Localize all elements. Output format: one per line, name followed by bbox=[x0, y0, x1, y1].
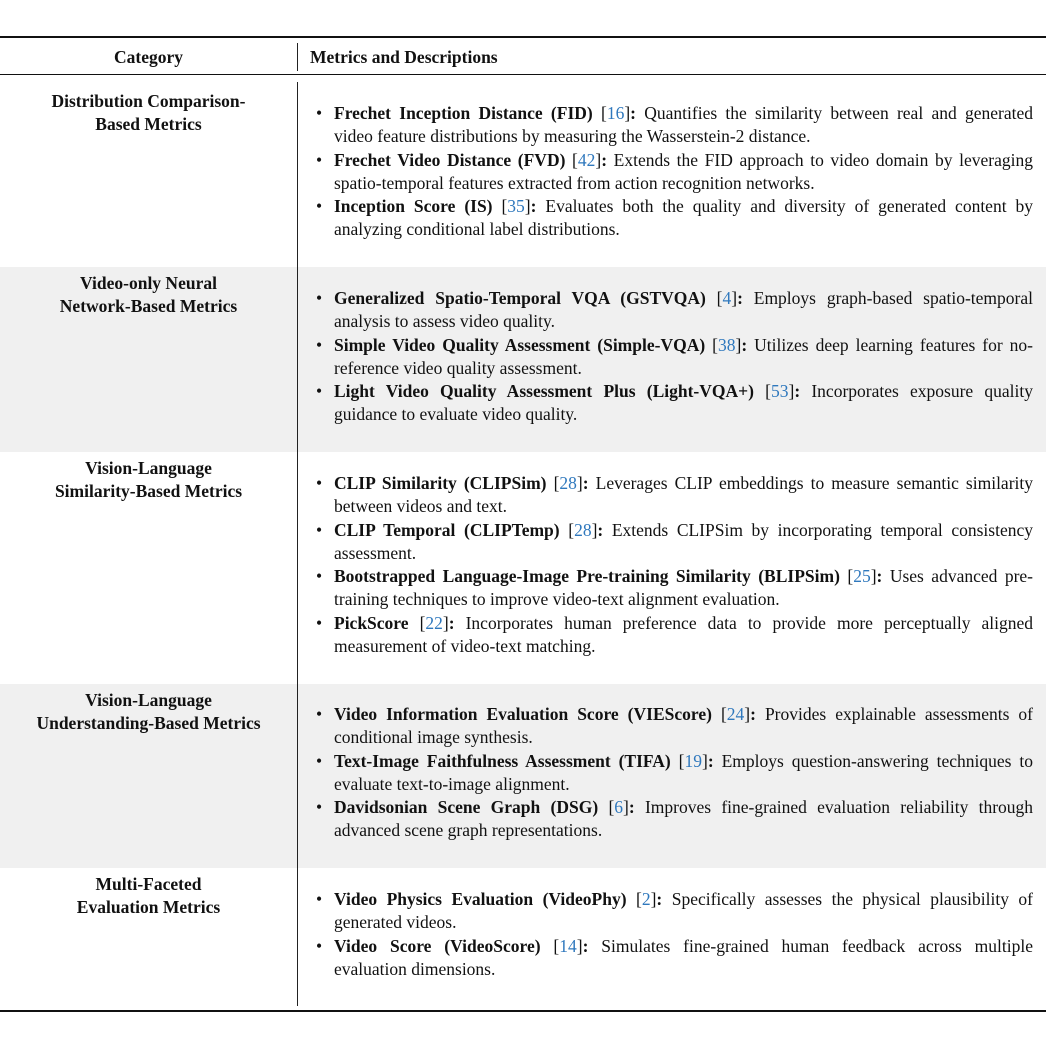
metrics-list bbox=[316, 287, 1033, 427]
metric-item: • Generalized Spatio-Temporal VQA (GSTVQA) [4]: Employs graph-based spatio-temporal analysis to assess video quality. bbox=[316, 287, 1033, 334]
metric-item: • Light Video Quality Assessment Plus (Light-VQA+) [53]: Incorporates exposure quality guidance to evaluate video quality. bbox=[316, 380, 1033, 427]
citation-link[interactable]: 2 bbox=[641, 889, 651, 909]
citation-link[interactable]: 16 bbox=[606, 103, 625, 123]
citation-link[interactable]: 35 bbox=[507, 196, 525, 217]
citation-link[interactable]: 42 bbox=[577, 149, 596, 170]
citation-link[interactable]: 4 bbox=[722, 288, 732, 308]
citation-link[interactable]: 28 bbox=[559, 473, 577, 493]
metric-item: • Bootstrapped Language-Image Pre-training Similarity (BLIPSim) [25]: Uses advanced pre-training techniques to improve video-text alignment evaluation. bbox=[316, 565, 1033, 612]
category-cell: Vision-Language Similarity-Based Metrics bbox=[54, 458, 243, 501]
metrics-list bbox=[316, 703, 1033, 843]
table-bottom-rule bbox=[0, 1010, 1046, 1012]
table-row-video-only bbox=[0, 267, 1046, 452]
citation-link[interactable]: 24 bbox=[726, 704, 745, 724]
category-cell: Video-only Neural Network-Based Metrics bbox=[59, 273, 238, 316]
citation-link[interactable]: 14 bbox=[559, 935, 577, 956]
metric-item: • CLIP Temporal (CLIPTemp) [28]: Extends CLIPSim by incorporating temporal consistency assessment. bbox=[316, 519, 1033, 566]
table-row-distribution bbox=[0, 82, 1046, 267]
metrics-list bbox=[316, 472, 1033, 658]
citation-link[interactable]: 28 bbox=[574, 519, 592, 540]
metric-item: • Inception Score (IS) [35]: Evaluates both the quality and diversity of generated content by analyzing conditional label distributions. bbox=[316, 195, 1033, 242]
header-column-divider bbox=[297, 43, 298, 71]
metric-item: • PickScore [22]: Incorporates human preference data to provide more perceptually aligned measurement of video-text matching. bbox=[316, 612, 1033, 659]
body-column-divider bbox=[297, 82, 298, 1006]
table-row-vl-understanding bbox=[0, 684, 1046, 868]
header-category: Category bbox=[113, 47, 183, 67]
category-cell: Multi-Faceted Evaluation Metrics bbox=[76, 874, 221, 917]
metric-item: • CLIP Similarity (CLIPSim) [28]: Leverages CLIP embeddings to measure semantic similarity between videos and text. bbox=[316, 472, 1033, 519]
citation-link[interactable]: 19 bbox=[684, 750, 702, 771]
metric-item: • Video Information Evaluation Score (VIEScore) [24]: Provides explainable assessments of conditional image synthesis. bbox=[316, 703, 1033, 750]
citation-link[interactable]: 6 bbox=[614, 797, 624, 818]
header-rule bbox=[0, 74, 1046, 75]
metrics-list bbox=[316, 102, 1033, 242]
table-row-multi-faceted bbox=[0, 868, 1046, 1008]
header-metrics: Metrics and Descriptions bbox=[310, 47, 498, 67]
metric-item: • Davidsonian Scene Graph (DSG) [6]: Improves fine-grained evaluation reliability through advanced scene graph representations. bbox=[316, 796, 1033, 843]
table-header bbox=[0, 38, 1046, 74]
metric-item: • Frechet Video Distance (FVD) [42]: Extends the FID approach to video domain by leveraging spatio-temporal features extracted from action recognition networks. bbox=[316, 149, 1033, 196]
metric-item: • Video Physics Evaluation (VideoPhy) [2]: Specifically assesses the physical plausibility of generated videos. bbox=[316, 888, 1033, 935]
metric-item: • Video Score (VideoScore) [14]: Simulates fine-grained human feedback across multiple evaluation dimensions. bbox=[316, 935, 1033, 982]
metric-item: • Frechet Inception Distance (FID) [16]: Quantifies the similarity between real and generated video feature distributions by measuring the Wasserstein-2 distance. bbox=[316, 102, 1033, 149]
citation-link[interactable]: 38 bbox=[718, 334, 736, 355]
table-row-vl-similarity bbox=[0, 452, 1046, 684]
citation-link[interactable]: 53 bbox=[770, 381, 789, 402]
citation-link[interactable]: 25 bbox=[853, 566, 871, 587]
category-cell: Distribution Comparison- Based Metrics bbox=[51, 91, 246, 134]
metric-item: • Simple Video Quality Assessment (Simple-VQA) [38]: Utilizes deep learning features for no-reference video quality assessment. bbox=[316, 334, 1033, 381]
citation-link[interactable]: 22 bbox=[425, 612, 443, 633]
category-cell: Vision-Language Understanding-Based Metrics bbox=[36, 690, 261, 733]
metrics-list bbox=[316, 888, 1033, 981]
metric-item: • Text-Image Faithfulness Assessment (TIFA) [19]: Employs question-answering techniques to evaluate text-to-image alignment. bbox=[316, 750, 1033, 797]
